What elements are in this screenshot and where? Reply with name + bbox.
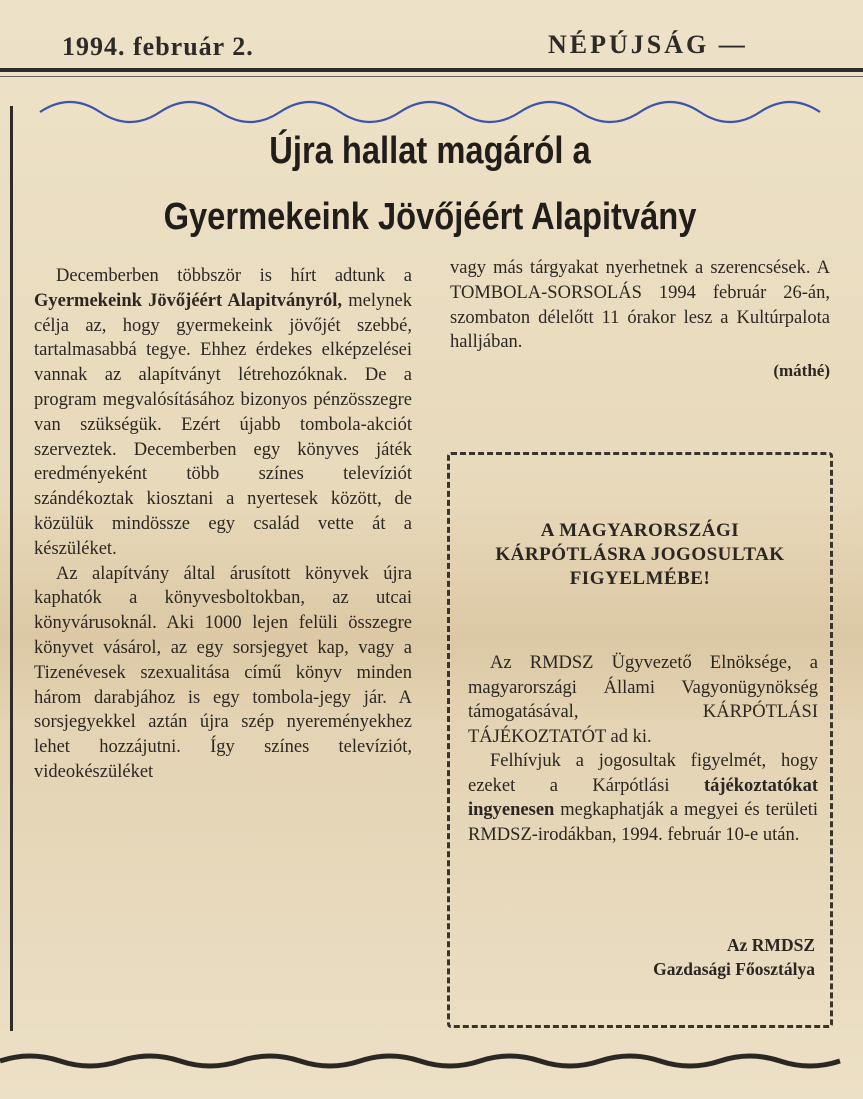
masthead-rule-thin [0,76,863,77]
author-signature: (máthé) [773,361,830,381]
top-wavy-border [0,92,863,132]
notice-body [468,651,818,847]
headline-line-1: Újra hallat magáról a [269,130,591,172]
bottom-wavy-border [0,1046,863,1076]
notice-signature [590,933,815,981]
masthead-rule [0,68,863,72]
notice-paragraph-1: Az RMDSZ Ügyvezető Elnöksége, a magyarországi Állami Vagyonügynökség támogatásával, KÁRPÓTLÁSI TÁJÉKOZTATÓT ad ki. [468,653,818,747]
notice-signature-line-2: Gazdasági Főosztálya [653,959,815,979]
foundation-name: Gyermekeink Jövőjéért Alapitványról, [34,290,343,311]
paragraph-text: megkaphatják a megyei és területi RMDSZ-irodákban, 1994. február 10-e után. [468,800,818,845]
notice-signature-line-1: Az RMDSZ [727,935,815,955]
article-left-column [34,264,412,785]
paragraph-bold: tájékoztatókat ingyenesen [468,775,818,820]
paragraph-text: Felhívjuk a jogosultak figyelmét, hogy ezeket a Kárpótlási [468,751,818,796]
notice-box [447,452,833,1028]
left-column-rule [10,106,13,1031]
notice-title: A MAGYARORSZÁGI KÁRPÓTLÁSRA JOGOSULTAK FIGYELMÉBE! [495,520,785,589]
article-paragraph-2: Az alapítvány által árusított könyvek újra kaphatók a könyvesboltokban, az utcai könyvárusoknál. Aki 1000 lejen felüli összegre könyvet vásárol, az egy sorsjegyet kap, vagy a Tizenévesek szexualitása című könyv minden három darabjához is egy tombola-jegy jár. A sorsjegyekkel aztán újra szép nyereményekhez lehet hozzájutni. Így színes televíziót, videokészüléket [34,563,412,782]
masthead [0,28,863,68]
headline-line-2: Gyermekeink Jövőjéért Alapitvány [163,196,697,238]
article-paragraph-1 [34,264,412,562]
article-right-column [450,256,830,384]
issue-date: 1994. február 2. [62,32,254,61]
notice-paragraph-2 [468,749,818,847]
paragraph-text: Decemberben többször is hírt adtunk a [56,266,412,286]
paragraph-text: melynek célja az, hogy gyermekeink jövőjét szebbé, tartalmasabbá tegye. Ehhez érdekes elképzelései vannak az alapítványt létrehozóknak. De a program megvalósításához bizonyos pénzösszegre van szükségük. Ezért újabb tombola-akciót szerveztek. Decemberben egy könyves játék eredményeként több színes televíziót szándékoztak kiosztani a nyertesek között, de közülük mindössze egy család vette át a készüléket. [34,290,412,559]
newspaper-name: NÉPÚJSÁG — [548,30,748,59]
article-paragraph-3: vagy más tárgyakat nyerhetnek a szerencsések. A TOMBOLA-SORSOLÁS 1994 február 26-án, szombaton délelőtt 11 órakor lesz a Kultúrpalota halljában. [450,258,830,353]
